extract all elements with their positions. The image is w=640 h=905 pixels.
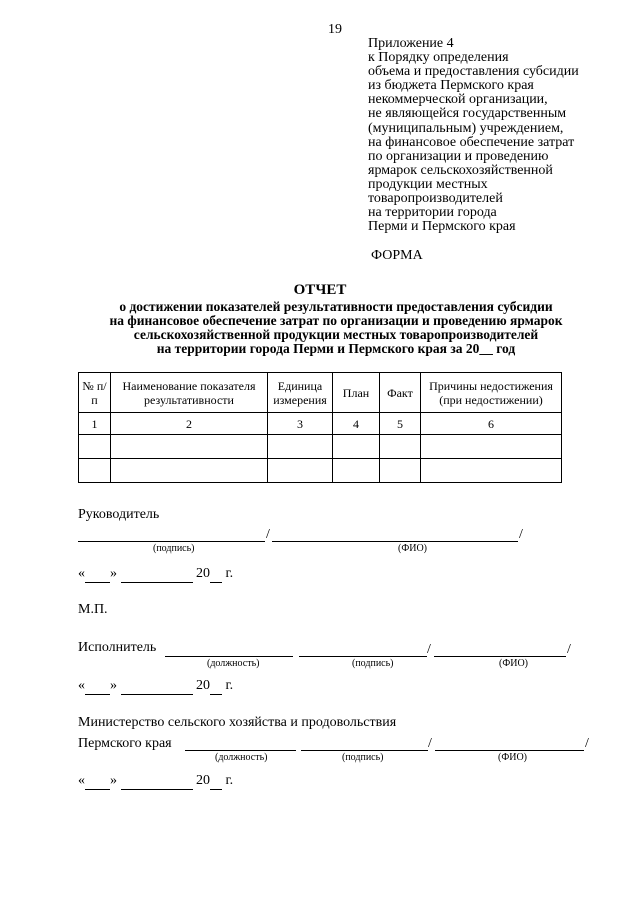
appendix-line: (муниципальным) учреждением, xyxy=(368,120,564,136)
table-cell[interactable] xyxy=(79,459,111,483)
ministry-fio-line[interactable] xyxy=(435,750,584,751)
ministry-fio-caption: (ФИО) xyxy=(498,752,528,763)
date-year-field[interactable] xyxy=(210,566,222,583)
table-cell[interactable] xyxy=(268,435,333,459)
col-header-number: № п/п xyxy=(79,373,111,413)
appendix-line: к Порядку определения xyxy=(368,50,509,66)
col-header-fact: Факт xyxy=(380,373,421,413)
date-year-prefix: 20 xyxy=(196,566,210,581)
table-cell[interactable] xyxy=(380,459,421,483)
subtitle-line: на территории города Перми и Пермского края за 20__ год xyxy=(156,341,516,356)
executor-dolzhnost-caption: (должность) xyxy=(207,658,260,669)
date-day-field[interactable] xyxy=(85,566,110,583)
head-slash: / xyxy=(519,527,523,542)
date-quote-open: « xyxy=(78,566,85,581)
date-month-field[interactable] xyxy=(121,678,193,695)
head-podpis-caption: (подпись) xyxy=(153,543,195,554)
head-fio-line[interactable] xyxy=(272,541,518,542)
date-year-prefix: 20 xyxy=(196,678,210,693)
appendix-line: по организации и проведению xyxy=(368,148,549,164)
appendix-line: товаропроизводителей xyxy=(368,191,503,207)
executor-slash: / xyxy=(567,642,571,657)
executor-position-line[interactable] xyxy=(165,656,293,657)
appendix-line: ярмарок сельскохозяйственной xyxy=(368,162,553,178)
ministry-podpis-caption: (подпись) xyxy=(342,752,384,763)
date-quote-open: « xyxy=(78,773,85,788)
date-day-field[interactable] xyxy=(85,678,110,695)
ministry-date xyxy=(78,773,233,790)
table-cell[interactable] xyxy=(111,459,268,483)
executor-slash: / xyxy=(427,642,431,657)
col-number: 3 xyxy=(268,413,333,435)
col-header-reasons: Причины недостижения (при недостижении) xyxy=(421,373,562,413)
appendix-line: некоммерческой организации, xyxy=(368,92,548,108)
date-year-field[interactable] xyxy=(210,678,222,695)
table-row xyxy=(79,435,562,459)
col-number: 6 xyxy=(421,413,562,435)
date-suffix: г. xyxy=(225,566,234,581)
date-quote-close: » xyxy=(110,678,117,693)
table-cell[interactable] xyxy=(333,435,380,459)
executor-podpis-caption: (подпись) xyxy=(352,658,394,669)
col-number: 1 xyxy=(79,413,111,435)
head-label: Руководитель xyxy=(78,507,160,522)
table-cell[interactable] xyxy=(268,459,333,483)
date-quote-close: » xyxy=(110,566,117,581)
table-cell[interactable] xyxy=(111,435,268,459)
col-header-indicator: Наименование показателя результативности xyxy=(111,373,268,413)
head-slash: / xyxy=(266,527,270,542)
ministry-slash: / xyxy=(428,736,432,751)
appendix-line: продукции местных xyxy=(368,176,488,192)
report-subtitle xyxy=(0,300,640,356)
appendix-line: Перми и Пермского края xyxy=(368,219,516,235)
subtitle-line: сельскохозяйственной продукции местных товаропроизводителей xyxy=(133,327,539,342)
ministry-position-line[interactable] xyxy=(185,750,296,751)
date-year-field[interactable] xyxy=(210,773,222,790)
table-cell[interactable] xyxy=(79,435,111,459)
col-header-unit: Единица измерения xyxy=(268,373,333,413)
form-label: ФОРМА xyxy=(371,248,423,263)
ministry-label: Министерство сельского хозяйства и продовольствия xyxy=(78,715,397,730)
col-header-plan: План xyxy=(333,373,380,413)
report-table xyxy=(78,372,562,483)
subtitle-line: на финансовое обеспечение затрат по организации и проведению ярмарок xyxy=(109,313,563,328)
appendix-line: из бюджета Пермского края xyxy=(368,78,534,94)
head-signature-line[interactable] xyxy=(78,541,265,542)
col-number: 2 xyxy=(111,413,268,435)
date-quote-open: « xyxy=(78,678,85,693)
ministry-dolzhnost-caption: (должность) xyxy=(215,752,268,763)
appendix-line: на финансовое обеспечение затрат xyxy=(368,134,575,150)
executor-label: Исполнитель xyxy=(78,640,157,655)
executor-fio-caption: (ФИО) xyxy=(499,658,529,669)
ministry-label-2: Пермского края xyxy=(78,736,172,751)
stamp-label: М.П. xyxy=(78,602,108,617)
table-header-row xyxy=(79,373,562,413)
ministry-signature-line[interactable] xyxy=(301,750,428,751)
subtitle-line: о достижении показателей результативности предоставления субсидии xyxy=(119,299,553,314)
appendix-line: Приложение 4 xyxy=(368,36,454,51)
table-row xyxy=(79,459,562,483)
date-quote-close: » xyxy=(110,773,117,788)
table-cell[interactable] xyxy=(333,459,380,483)
col-number: 4 xyxy=(333,413,380,435)
table-cell[interactable] xyxy=(380,435,421,459)
executor-fio-line[interactable] xyxy=(434,656,566,657)
executor-date xyxy=(78,678,233,695)
executor-signature-line[interactable] xyxy=(299,656,427,657)
date-suffix: г. xyxy=(225,773,234,788)
page-number: 19 xyxy=(328,22,342,37)
appendix-block xyxy=(368,37,579,234)
ministry-slash: / xyxy=(585,736,589,751)
head-fio-caption: (ФИО) xyxy=(398,543,428,554)
appendix-line: объема и предоставления субсидии xyxy=(368,64,579,80)
date-year-prefix: 20 xyxy=(196,773,210,788)
table-number-row xyxy=(79,413,562,435)
head-date xyxy=(78,566,233,583)
table-cell[interactable] xyxy=(421,459,562,483)
date-month-field[interactable] xyxy=(121,566,193,583)
appendix-line: не являющейся государственным xyxy=(368,106,567,122)
table-cell[interactable] xyxy=(421,435,562,459)
col-number: 5 xyxy=(380,413,421,435)
date-month-field[interactable] xyxy=(121,773,193,790)
report-title: ОТЧЕТ xyxy=(293,282,347,298)
date-suffix: г. xyxy=(225,678,234,693)
date-day-field[interactable] xyxy=(85,773,110,790)
appendix-line: на территории города xyxy=(368,205,497,221)
